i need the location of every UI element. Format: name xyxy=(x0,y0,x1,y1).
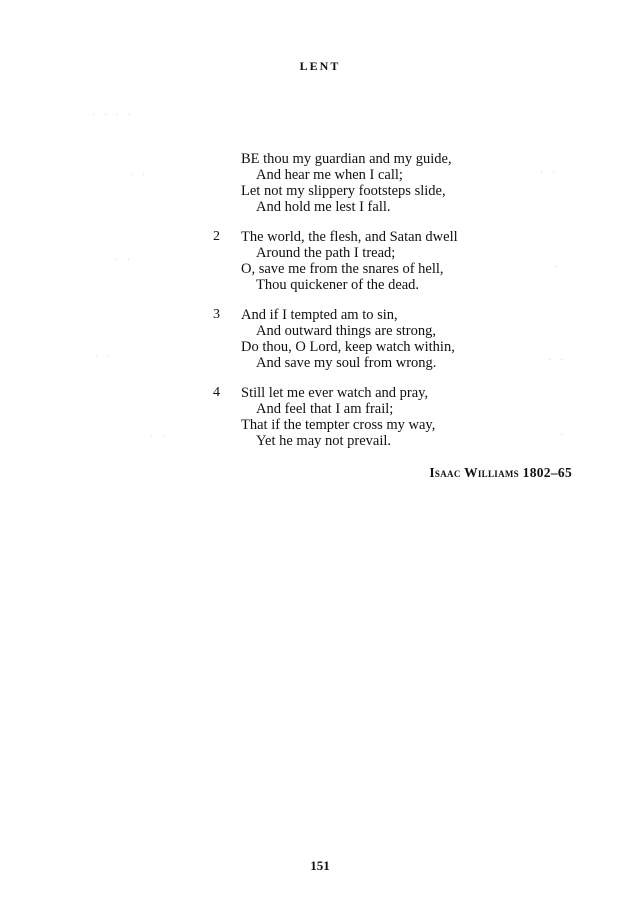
verse-line: O, save me from the snares of hell, xyxy=(241,261,444,277)
show-through-marks: · · xyxy=(540,168,559,179)
verse-number: 3 xyxy=(213,307,220,322)
verse-number: 2 xyxy=(213,229,220,244)
verse xyxy=(213,151,513,215)
hymn-text xyxy=(213,151,513,463)
page-number: 151 xyxy=(310,858,330,873)
verse xyxy=(213,385,513,449)
show-through-marks: · · · · xyxy=(92,110,134,121)
verse-line: Still let me ever watch and pray, xyxy=(241,385,429,401)
verse-line: And if I tempted am to sin, xyxy=(241,307,398,323)
show-through-marks: · · xyxy=(95,352,114,363)
show-through-marks: · · xyxy=(130,170,149,181)
verse-line: Let not my slippery footsteps slide, xyxy=(241,183,446,199)
verse-line: BE thou my guardian and my guide, xyxy=(241,151,452,167)
verse-line: And outward things are strong, xyxy=(256,323,437,339)
running-head: LENT xyxy=(299,59,341,73)
show-through-marks: · xyxy=(555,262,562,273)
author-attribution: Isaac Williams 1802–65 xyxy=(429,465,572,480)
verse-line: Around the path I tread; xyxy=(256,245,396,261)
verse xyxy=(213,307,513,371)
verse-line: Do thou, O Lord, keep watch within, xyxy=(241,339,455,355)
verse-line: And save my soul from wrong. xyxy=(256,355,437,371)
show-through-marks: · · xyxy=(115,255,134,266)
verse xyxy=(213,229,513,293)
verse-line: Yet he may not prevail. xyxy=(256,433,392,449)
verse-line: That if the tempter cross my way, xyxy=(241,417,436,433)
verse-line: And hear me when I call; xyxy=(256,167,403,183)
verse-number: 4 xyxy=(213,385,220,400)
verse-line: The world, the flesh, and Satan dwell xyxy=(241,229,458,245)
show-through-marks: · · xyxy=(548,355,567,366)
verse-line: Thou quickener of the dead. xyxy=(256,277,420,293)
verse-line: And feel that I am frail; xyxy=(256,401,394,417)
verse-line: And hold me lest I fall. xyxy=(256,199,391,215)
show-through-marks: · xyxy=(560,430,567,441)
show-through-marks: · · xyxy=(150,432,169,443)
